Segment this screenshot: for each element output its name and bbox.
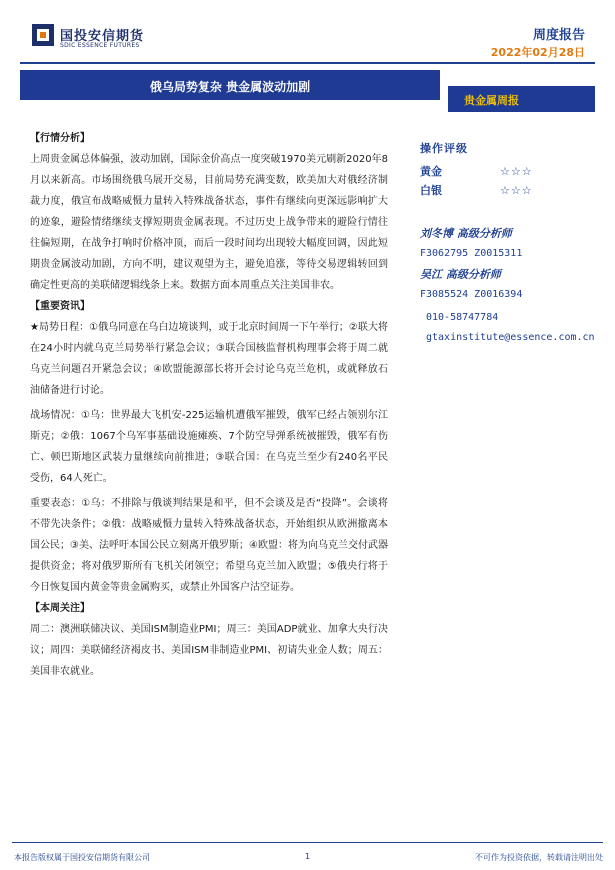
analyst-list: [420, 222, 610, 304]
rating-title: 操作评级: [420, 142, 468, 155]
logo-subtext: SDIC ESSENCE FUTURES: [60, 42, 140, 49]
analyst-license: F3085524 Z0016394: [420, 289, 523, 300]
logo-text: 国投安信期货: [60, 29, 145, 44]
news-schedule: ★局势日程：①俄乌同意在乌白边境谈判，或于北京时间周一下午举行；②联大将在24小时内就乌克兰局势举行紧急会议；③联合国核监督机构理事会将于周二就乌克兰问题召开紧急会议；④欧盟能源部长将开会讨论乌克兰危机，或就释放石油储备进行讨论。: [30, 322, 388, 396]
news-battlefield: 战场情况：①乌：世界最大飞机安-225运输机遭俄军摧毁，俄军已经占领别尔江斯克；②俄：1067个乌军事基础设施瘫痪、7个防空导弹系统被摧毁，俄军有伤亡、顿巴斯地区武装力量继续向前推进；③联合国：在乌克兰至少有240名平民受伤，64人死亡。: [30, 410, 388, 484]
page-number: 1: [305, 852, 311, 861]
market-analysis-text: 上周贵金属总体偏强，波动加剧，国际金价高点一度突破1970美元刷新2020年8月以来新高。市场围绕俄乌展开交易，目前局势充满变数，欧美加大对俄经济制裁力度，俄宣布战略威慑力量转入特殊战备状态，事件有继续向更深远影响扩大的迹象，避险情绪继续支撑短期贵金属表现。不过历史上战争带来的避险行情往往偏短期，在战争打响时价格冲顶，而后一段时间均出现较大幅度回调，因此短期贵金属波动加剧，方向不明，建议观望为主，避免追涨，等待交易逻辑转回到确定性更高的美联储逻辑线条上来。数据方面本周重点关注美国非农。: [30, 154, 388, 291]
report-type: 周度报告: [532, 28, 585, 43]
logo-icon: [32, 24, 54, 46]
star-rating-icon: ☆☆☆: [500, 184, 533, 197]
report-title: 俄乌局势复杂 贵金属波动加剧: [149, 80, 311, 94]
category-tag-label: 贵金属周报: [464, 94, 519, 107]
weekly-focus-heading: 【本周关注】: [30, 603, 90, 614]
category-tag: [448, 86, 595, 112]
main-content: [30, 128, 388, 682]
weekly-focus-text: 周二：澳洲联储决议、美国ISM制造业PMI；周三：美国ADP就业、加拿大央行决议；周四：美联储经济褐皮书、美国ISM非制造业PMI、初请失业金人数；周五：美国非农就业。: [30, 624, 388, 677]
analyst-license: F3062795 Z0015311: [420, 248, 523, 259]
footer-copyright: 本报告版权属于国投安信期货有限公司: [14, 853, 150, 862]
contact-phone: 010-58747784: [426, 312, 499, 323]
footer-divider: [12, 842, 603, 843]
header-divider: [20, 62, 595, 64]
rating-name: 黄金: [420, 165, 442, 178]
news-statements: 重要表态：①乌：不排除与俄谈判结果是和平，但不会谈及是否“投降”。会谈将不带先决条件；②俄：战略威慑力量转入特殊战备状态，开始组织从欧洲撤离本国公民；③美、法呼吁本国公民立刻离开俄罗斯；④欧盟：将为向乌克兰交付武器提供资金；将对俄罗斯所有飞机关闭领空；希望乌克兰加入欧盟；⑤俄央行将于今日恢复国内黄金等贵金属购买，或禁止外国客户沽空证券。: [30, 498, 388, 593]
news-heading: 【重要资讯】: [30, 301, 90, 312]
analyst-name: 吴江 高级分析师: [420, 268, 501, 281]
market-analysis-heading: 【行情分析】: [30, 133, 90, 144]
rating-row-silver: [420, 181, 610, 200]
analyst-name: 刘冬博 高级分析师: [420, 227, 512, 240]
report-date: 2022年02月28日: [490, 46, 585, 59]
footer-disclaimer: 不可作为投资依据，转载请注明出处: [475, 853, 603, 862]
sidebar: [420, 140, 610, 343]
rating-name: 白银: [420, 184, 442, 197]
star-rating-icon: ☆☆☆: [500, 165, 533, 178]
contact-email[interactable]: gtaxinstitute@essence.com.cn: [426, 332, 595, 343]
title-bar: [20, 70, 440, 100]
rating-row-gold: [420, 162, 610, 181]
